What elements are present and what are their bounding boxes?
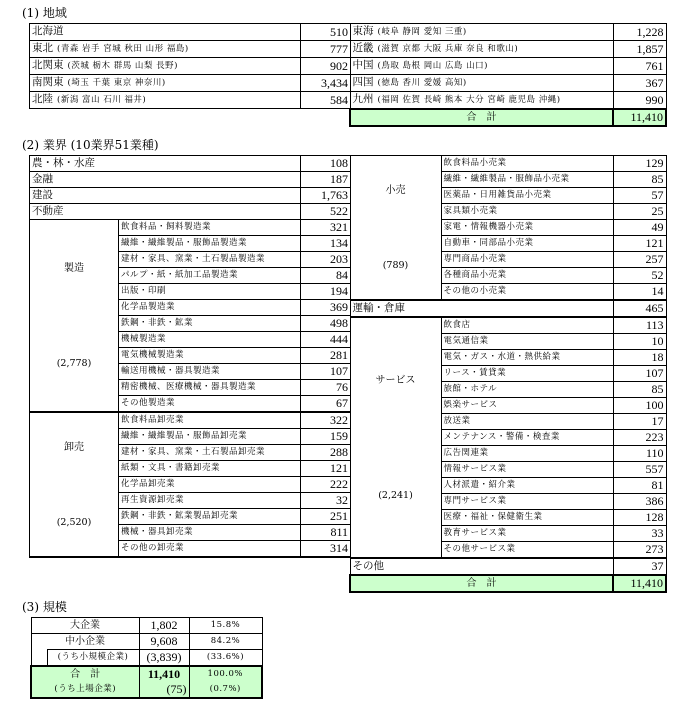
region-cell [350, 92, 613, 110]
industry-value: 223 [613, 430, 666, 446]
industry-value: 121 [301, 461, 351, 477]
industry-row [30, 204, 351, 220]
industry-label: 医療・福祉・保健衛生業 [441, 510, 613, 526]
industry-row [30, 412, 351, 429]
industry-value: 251 [301, 509, 351, 525]
industry-value: 321 [301, 220, 351, 236]
industry-label: メンテナンス・警備・検査業 [441, 430, 613, 446]
region-row [350, 41, 666, 58]
group-wholesale [30, 412, 119, 557]
size-row-small [31, 650, 262, 667]
size-row-large [31, 618, 262, 634]
size-table [30, 617, 263, 699]
industry-label: 娯楽サービス [441, 398, 613, 414]
region-total-row [350, 109, 666, 126]
group-manufacturing [30, 220, 119, 413]
size-label: 中小企業 [31, 634, 139, 650]
industry-value: 194 [301, 284, 351, 300]
industry-label: 建材・家具、窯業・土石製品卸売業 [119, 445, 301, 461]
industry-label: 金融 [30, 172, 301, 188]
region-prefectures: (岐阜 静岡 愛知 三重) [377, 27, 467, 37]
industry-value: 128 [613, 510, 666, 526]
industry-label: その他の卸売業 [119, 541, 301, 558]
region-cell [350, 41, 613, 58]
industry-label: 家電・情報機器小売業 [441, 220, 613, 236]
size-listed-label: (うち上場企業) [31, 682, 139, 698]
region-table-right [349, 23, 667, 127]
industry-value: 281 [301, 348, 351, 364]
size-label: (うち小規模企業) [47, 650, 139, 667]
group-service [350, 317, 441, 558]
region-prefectures: (滋賀 京都 大阪 兵庫 奈良 和歌山) [377, 44, 519, 54]
group-label: 製造 [64, 262, 84, 274]
section-title-size: (3) 規模 [22, 600, 67, 614]
region-row [30, 24, 351, 41]
industry-label: 自動車・同部品小売業 [441, 236, 613, 252]
section-title-region: (1) 地域 [22, 6, 67, 20]
industry-label: その他サービス業 [441, 542, 613, 559]
industry-value: 121 [613, 236, 666, 252]
region-name: 北海道 [32, 25, 64, 37]
industry-label: 農・林・水産 [30, 156, 301, 172]
industry-value: 386 [613, 494, 666, 510]
industry-row [30, 188, 351, 204]
industry-value: 257 [613, 252, 666, 268]
industry-total-value: 11,410 [613, 575, 666, 592]
industry-label: 電気・ガス・水道・熱供給業 [441, 350, 613, 366]
region-row [350, 75, 666, 92]
industry-value: 100 [613, 398, 666, 414]
industry-value: 498 [301, 316, 351, 332]
industry-label: 機械・器具卸売業 [119, 525, 301, 541]
region-name: 四国 [352, 76, 374, 88]
region-name: 北関東 [32, 59, 64, 71]
indent-spacer [31, 650, 47, 667]
industry-table-right [349, 155, 667, 593]
region-prefectures: (埼玉 千葉 東京 神奈川) [67, 78, 166, 88]
industry-label: 情報サービス業 [441, 462, 613, 478]
region-prefectures: (徳島 香川 愛媛 高知) [377, 78, 467, 88]
industry-value: 129 [613, 156, 666, 172]
region-cell [30, 58, 301, 75]
industry-label: 機械製造業 [119, 332, 301, 348]
industry-value: 25 [613, 204, 666, 220]
industry-value: 113 [613, 317, 666, 334]
size-count: 9,608 [139, 634, 189, 650]
region-row [30, 58, 351, 75]
industry-label: 家具類小売業 [441, 204, 613, 220]
industry-label: 精密機械、医療機械・器具製造業 [119, 380, 301, 396]
industry-value: 1,763 [301, 188, 351, 204]
region-row [30, 41, 351, 58]
industry-label: 出版・印刷 [119, 284, 301, 300]
region-name: 中国 [352, 59, 374, 71]
region-name: 南関東 [32, 76, 64, 88]
industry-value: 81 [613, 478, 666, 494]
size-listed-pct: (0.7%) [189, 682, 262, 698]
industry-value: 17 [613, 414, 666, 430]
industry-value: 159 [301, 429, 351, 445]
industry-value: 110 [613, 446, 666, 462]
industry-total-label: 合 計 [350, 575, 613, 592]
region-cell [30, 92, 301, 109]
region-cell [30, 75, 301, 92]
region-value: 510 [301, 24, 351, 41]
size-total-label: 合 計 [31, 666, 139, 682]
region-value: 902 [301, 58, 351, 75]
industry-label: 飲食料品小売業 [441, 156, 613, 172]
industry-value: 322 [301, 412, 351, 429]
industry-value: 37 [613, 558, 666, 575]
group-subtotal: (2,520) [56, 516, 92, 528]
industry-value: 84 [301, 268, 351, 284]
industry-row [30, 220, 351, 236]
industry-value: 522 [301, 204, 351, 220]
region-name: 東北 [32, 42, 53, 54]
industry-value: 107 [613, 366, 666, 382]
industry-label: 鉄鋼・非鉄・鉱業 [119, 316, 301, 332]
industry-value: 67 [301, 396, 351, 413]
industry-value: 314 [301, 541, 351, 558]
group-retail [350, 156, 441, 301]
region-prefectures: (新潟 富山 石川 福井) [57, 95, 147, 105]
industry-value: 32 [301, 493, 351, 509]
industry-value: 108 [301, 156, 351, 172]
industry-label: 建設 [30, 188, 301, 204]
industry-label: 建材・家具、窯業・土石製品製造業 [119, 252, 301, 268]
industry-value: 85 [613, 382, 666, 398]
region-prefectures: (鳥取 島根 岡山 広島 山口) [377, 61, 488, 71]
region-value: 367 [613, 75, 666, 92]
industry-value: 107 [301, 364, 351, 380]
industry-total-row [350, 575, 666, 592]
industry-value: 49 [613, 220, 666, 236]
industry-label: 広告関連業 [441, 446, 613, 462]
industry-label: 教育サービス業 [441, 526, 613, 542]
region-name: 北陸 [32, 93, 53, 105]
region-name: 東海 [352, 25, 374, 37]
industry-value: 444 [301, 332, 351, 348]
group-subtotal: (2,778) [56, 357, 92, 369]
industry-label: 電気通信業 [441, 334, 613, 350]
industry-table-left [29, 155, 351, 558]
size-pct: 84.2% [189, 634, 262, 650]
region-cell [30, 24, 301, 41]
region-value: 3,434 [301, 75, 351, 92]
size-total-pct: 100.0% [189, 666, 262, 682]
industry-value: 222 [301, 477, 351, 493]
industry-value: 85 [613, 172, 666, 188]
region-prefectures: (青森 岩手 宮城 秋田 山形 福島) [57, 44, 189, 54]
industry-label: 鉄鋼・非鉄・鉱業製品卸売業 [119, 509, 301, 525]
industry-label: 輸送用機械・器具製造業 [119, 364, 301, 380]
region-value: 1,228 [613, 24, 666, 41]
region-name: 九州 [352, 93, 374, 105]
industry-row [350, 317, 666, 334]
industry-label: 化学品卸売業 [119, 477, 301, 493]
region-cell [350, 24, 613, 41]
size-row-total [31, 666, 262, 682]
size-count: 1,802 [139, 618, 189, 634]
region-value: 1,857 [613, 41, 666, 58]
region-total-value: 11,410 [613, 109, 666, 126]
region-row [30, 75, 351, 92]
industry-label: 化学品製造業 [119, 300, 301, 316]
region-row [350, 58, 666, 75]
size-row-sme [31, 634, 262, 650]
industry-value: 33 [613, 526, 666, 542]
industry-value: 557 [613, 462, 666, 478]
region-name: 近畿 [352, 42, 374, 54]
size-total-count: 11,410 [139, 666, 189, 682]
industry-label: 放送業 [441, 414, 613, 430]
group-label: 小売 [385, 184, 406, 196]
region-prefectures: (茨城 栃木 群馬 山梨 長野) [67, 61, 178, 71]
industry-label: 紙類・文具・書籍卸売業 [119, 461, 301, 477]
industry-label: 繊維・繊維製品・服飾品製造業 [119, 236, 301, 252]
industry-label: その他の小売業 [441, 284, 613, 301]
industry-label: 専門商品小売業 [441, 252, 613, 268]
industry-label: 電気機械製造業 [119, 348, 301, 364]
industry-label: 再生資源卸売業 [119, 493, 301, 509]
industry-value: 14 [613, 284, 666, 301]
industry-label: 飲食店 [441, 317, 613, 334]
industry-label: 繊維・繊維製品・服飾品小売業 [441, 172, 613, 188]
industry-label: 繊維・繊維製品・服飾品卸売業 [119, 429, 301, 445]
group-subtotal: (2,241) [378, 489, 413, 501]
industry-label: 運輸・倉庫 [350, 300, 613, 317]
industry-value: 203 [301, 252, 351, 268]
industry-label: リース・賃貸業 [441, 366, 613, 382]
region-value: 777 [301, 41, 351, 58]
industry-label: 旅館・ホテル [441, 382, 613, 398]
industry-row-other [350, 558, 666, 575]
group-subtotal: (789) [382, 259, 409, 271]
industry-label: その他 [350, 558, 613, 575]
industry-label: 専門サービス業 [441, 494, 613, 510]
industry-value: 10 [613, 334, 666, 350]
size-pct: (33.6%) [189, 650, 262, 667]
region-cell [350, 58, 613, 75]
industry-label: 医薬品・日用雑貨品小売業 [441, 188, 613, 204]
industry-row [30, 156, 351, 172]
region-table-left [29, 23, 351, 109]
industry-value: 369 [301, 300, 351, 316]
region-row [350, 24, 666, 41]
region-value: 584 [301, 92, 351, 109]
industry-value: 57 [613, 188, 666, 204]
industry-row [350, 156, 666, 172]
industry-label: パルプ・紙・紙加工品製造業 [119, 268, 301, 284]
size-label: 大企業 [31, 618, 139, 634]
size-pct: 15.8% [189, 618, 262, 634]
industry-value: 465 [613, 300, 666, 317]
industry-label: 各種商品小売業 [441, 268, 613, 284]
region-row [350, 92, 666, 110]
industry-label: 飲食料品卸売業 [119, 412, 301, 429]
size-listed-count: (75) [139, 682, 189, 698]
industry-value: 288 [301, 445, 351, 461]
region-prefectures: (福岡 佐賀 長崎 熊本 大分 宮崎 鹿児島 沖縄) [377, 95, 561, 105]
industry-value: 52 [613, 268, 666, 284]
industry-value: 187 [301, 172, 351, 188]
industry-value: 811 [301, 525, 351, 541]
industry-label: 飲食料品・飼料製造業 [119, 220, 301, 236]
region-total-label: 合 計 [350, 109, 613, 126]
industry-row-transport [350, 300, 666, 317]
region-value: 761 [613, 58, 666, 75]
region-value: 990 [613, 92, 666, 110]
group-label: 卸売 [64, 441, 84, 453]
industry-value: 18 [613, 350, 666, 366]
section-title-industry: (2) 業界 (10業界51業種) [22, 138, 159, 152]
size-row-listed [31, 682, 262, 698]
region-cell [350, 75, 613, 92]
industry-label: 不動産 [30, 204, 301, 220]
industry-row [30, 172, 351, 188]
region-cell [30, 41, 301, 58]
size-count: (3,839) [139, 650, 189, 667]
industry-label: その他製造業 [119, 396, 301, 413]
industry-value: 76 [301, 380, 351, 396]
region-row [30, 92, 351, 109]
industry-label: 人材派遣・紹介業 [441, 478, 613, 494]
industry-value: 273 [613, 542, 666, 559]
industry-value: 134 [301, 236, 351, 252]
group-label: サービス [375, 374, 416, 386]
